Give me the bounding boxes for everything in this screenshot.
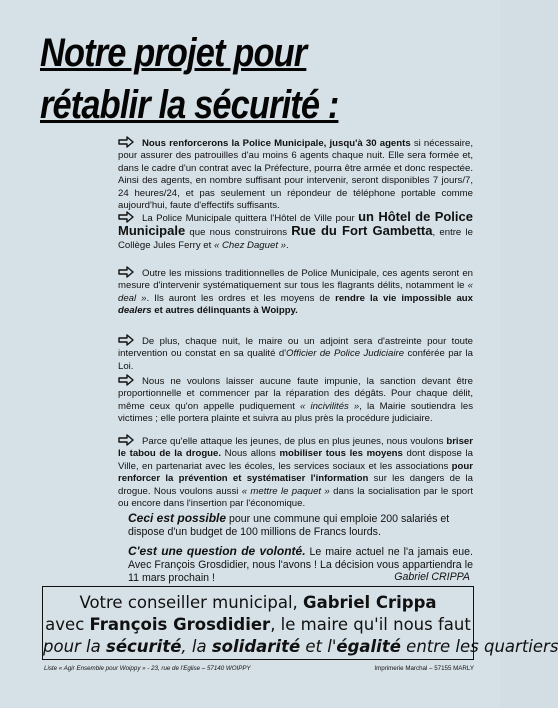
point-text: Rue du Fort Gambetta xyxy=(291,223,433,239)
point-text: La Police Municipale quittera l'Hôtel de Ville pour xyxy=(142,213,359,224)
conclusion-will-text: Le maire actuel ne l'a jamais eue. Avec François Grosdidier, nous l'avons ! La décision vous appartiendra le 11 mars prochain ! xyxy=(128,546,473,584)
program-point xyxy=(118,334,473,373)
point-text: sur les dangers de la drogue. Nous voulons aussi xyxy=(118,473,473,497)
point-text: Nous allons xyxy=(221,448,280,460)
word-egalite: égalité xyxy=(336,637,401,656)
point-text: dont dispose la Ville, en partenariat avec les écoles, les services sociaux et les associations xyxy=(118,448,473,472)
program-point xyxy=(118,136,473,212)
conclusion-possible-text: pour une commune qui emploie 200 salariés et dispose d'un budget de 100 millions de Francs lourds. xyxy=(128,513,450,538)
point-text: Parce qu'elle attaque les jeunes, de plus en plus jeunes, nous voulons xyxy=(142,436,447,447)
point-text: dans la socialisation par le sport ou encore dans l'insertion par l'économique. xyxy=(118,485,473,510)
candidate-box xyxy=(42,586,558,660)
point-text: dealers xyxy=(118,305,152,317)
box-line-2 xyxy=(43,615,473,634)
mayor-candidate-name: François Grosdidier xyxy=(89,615,271,634)
box-line-3-d: entre les quartiers xyxy=(400,637,558,656)
box-line-1 xyxy=(43,593,473,612)
point-text: pour renforcer la prévention et systématiser l'information xyxy=(118,460,473,485)
point-text: De plus, chaque nuit, le maire ou un adjoint sera d'astreinte pour toute intervention ou constat en sa qualité d' xyxy=(118,336,473,360)
box-line-3-a: pour la xyxy=(43,637,106,656)
program-point xyxy=(118,266,473,318)
headline-line-1: Notre projet pour xyxy=(40,31,307,75)
program-point xyxy=(118,211,473,252)
point-text: , entre le Collège Jules Ferry et xyxy=(118,227,473,251)
point-text: « mettre le paquet » xyxy=(241,485,330,497)
arrow-right-icon xyxy=(118,374,134,386)
point-text: rendre la vie impossible aux xyxy=(335,292,473,304)
point-text: Outre les missions traditionnelles de Police Municipale, ces agents seront en mesure d'intervenir systématiquement sur tous les flagrants délits, notamment le xyxy=(118,268,473,292)
point-text: que nous construirons xyxy=(185,227,292,239)
arrow-right-icon xyxy=(118,434,134,446)
box-line-2-pre: avec xyxy=(45,615,90,634)
point-text: « Chez Daguet » xyxy=(213,239,286,251)
word-solidarite: solidarité xyxy=(211,637,301,656)
headline-line-2: rétablir la sécurité : xyxy=(40,83,339,127)
box-line-3 xyxy=(43,637,558,656)
signature: Gabriel CRIPPA xyxy=(394,571,470,583)
conclusion-will-emphasis: C'est une question de volonté. xyxy=(128,544,306,558)
point-text: . xyxy=(285,239,289,251)
word-securite: sécurité xyxy=(106,637,182,656)
point-text: « incivilités » xyxy=(300,400,360,412)
box-line-1-text: Votre conseiller municipal, xyxy=(79,593,304,612)
point-text: et autres délinquants à Woippy. xyxy=(151,305,298,317)
point-text: , la Mairie soutiendra les victimes ; elle portera plainte et suivra au plus près la procédure judiciaire. xyxy=(118,400,474,425)
box-line-3-b: , la xyxy=(181,637,212,656)
point-text: « deal » xyxy=(118,280,473,304)
point-text: briser le tabou de la drogue. xyxy=(118,436,473,460)
point-text: . Ils auront les ordres et les moyens de xyxy=(146,292,336,304)
point-text: Nous renforcerons la Police Municipale, jusqu'à 30 agents xyxy=(142,138,411,149)
point-text: Nous ne voulons laisser aucune faute impunie, la sanction devant être proportionnelle et commencer par la réparation des dégâts. Pour chaque délit, même ceux qu'on appelle pudiquement xyxy=(118,376,473,412)
box-line-2-post: , le maire qu'il nous faut xyxy=(270,615,471,634)
point-text: si nécessaire, pour assurer des patrouilles d'au moins 6 agents chaque nuit. Elle sera formée et, dans le cadre d'un contrat avec la Préfecture, pourra être armée et donc respectée. Ainsi des agents, en nombre suffisant pour intervenir, seront disponibles 7 jours/7, 24 heures/24, et pas seulement un répondeur de téléphone portable comme aujourd'hui, faute d'effectifs suffisants. xyxy=(118,138,473,212)
footer-printer: Imprimerie Marchal – 57155 MARLY xyxy=(374,665,474,672)
arrow-right-icon xyxy=(118,334,134,346)
footer-publisher: Liste « Agir Ensemble pour Woippy » - 23, rue de l'Eglise – 57140 WOIPPY xyxy=(44,665,251,672)
point-text: un Hôtel de Police Municipale xyxy=(118,209,473,239)
point-text: Officier de Police Judiciaire xyxy=(286,348,405,360)
program-point xyxy=(118,434,473,510)
conclusion-possible-emphasis: Ceci est possible xyxy=(128,511,227,525)
arrow-right-icon xyxy=(118,136,134,148)
point-text: conférée par la Loi. xyxy=(118,348,473,372)
program-point xyxy=(118,374,473,426)
councillor-name: Gabriel Crippa xyxy=(303,593,437,612)
arrow-right-icon xyxy=(118,211,134,223)
arrow-right-icon xyxy=(118,266,134,278)
box-line-3-c: et l' xyxy=(300,637,337,656)
point-text: mobiliser tous les moyens xyxy=(279,448,403,460)
conclusion-possible xyxy=(128,512,473,539)
